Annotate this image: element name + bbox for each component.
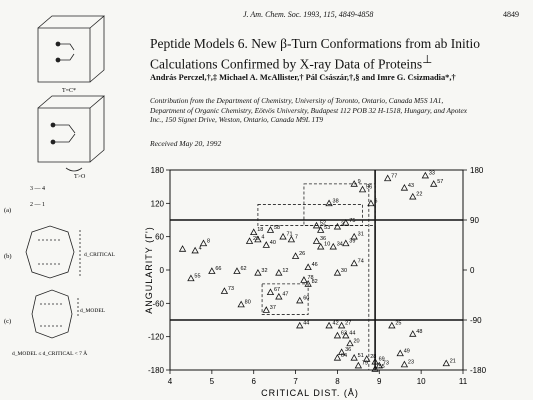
data-point-label: 44 bbox=[349, 330, 356, 337]
data-point bbox=[343, 240, 349, 245]
data-point-label: 46 bbox=[311, 262, 318, 269]
data-point-label: 10 bbox=[324, 241, 331, 248]
data-point-label: 22 bbox=[416, 191, 423, 198]
x-tick-label: 11 bbox=[458, 377, 468, 386]
turn-label-bottom: T>O bbox=[74, 174, 86, 180]
paper-title bbox=[150, 36, 490, 73]
y-tick-label: -120 bbox=[147, 332, 164, 342]
data-point-label: 38 bbox=[332, 198, 339, 205]
data-point bbox=[238, 301, 244, 306]
data-point-label: 23 bbox=[407, 359, 415, 366]
data-point-label: 82 bbox=[311, 278, 318, 285]
data-point bbox=[330, 244, 336, 249]
data-point bbox=[276, 294, 282, 299]
data-point-label: 42 bbox=[332, 320, 339, 327]
data-point-label: 9 bbox=[357, 178, 361, 185]
data-point bbox=[267, 289, 273, 294]
y-axis-label: ANGULARITY (Γ') bbox=[144, 226, 154, 314]
data-point bbox=[192, 248, 198, 253]
data-point bbox=[355, 363, 361, 368]
data-point bbox=[200, 240, 206, 245]
y-tick-label: -60 bbox=[152, 299, 164, 309]
data-point-label: 55 bbox=[378, 363, 385, 370]
data-point-label: 18 bbox=[257, 227, 264, 234]
data-point-label: 43 bbox=[407, 182, 415, 189]
data-point-label: 31 bbox=[357, 231, 364, 238]
data-point-label: 73 bbox=[227, 286, 235, 293]
y2-tick-label: 180 bbox=[470, 166, 484, 175]
data-point bbox=[293, 253, 299, 258]
data-point-label: 79 bbox=[361, 360, 368, 367]
data-point-label: 8 bbox=[206, 238, 211, 245]
x-tick-label: 5 bbox=[209, 377, 215, 386]
data-point-label: 53 bbox=[324, 225, 331, 231]
critical-label: d_CRITICAL bbox=[84, 252, 115, 258]
data-point bbox=[297, 298, 303, 303]
received-date: Received May 20, 1992 bbox=[150, 139, 222, 148]
data-point bbox=[263, 307, 269, 312]
data-point-label: 40 bbox=[269, 240, 276, 246]
y2-tick-label: -180 bbox=[470, 366, 487, 375]
x-tick-label: 8 bbox=[335, 377, 340, 386]
data-point-label: 63 bbox=[340, 330, 348, 337]
data-point bbox=[351, 260, 357, 265]
y-tick-label: 60 bbox=[155, 232, 164, 242]
y2-tick-label: 0 bbox=[470, 266, 475, 275]
data-point-label: 32 bbox=[261, 267, 268, 274]
data-point-label: 33 bbox=[428, 170, 435, 177]
data-point bbox=[443, 360, 449, 365]
paper-affiliation: Contribution from the Department of Chemistry, University of Toronto, Ontario, Canada M5S 1A1, Department of Organic Chemistry, Eötvös University, Budapest 112 POB 32 H-1518, Hungary, and Apotex Inc., 150 Signet Drive, Weston, Ontario, Canada M9L 1T9 bbox=[150, 96, 468, 125]
data-point bbox=[255, 270, 261, 275]
data-point bbox=[397, 350, 403, 355]
data-point-label: 64 bbox=[340, 352, 348, 359]
schematic-figures bbox=[0, 0, 150, 400]
data-point bbox=[385, 175, 391, 180]
x-tick-label: 6 bbox=[251, 377, 256, 386]
data-point-label: 25 bbox=[395, 320, 402, 327]
data-point bbox=[276, 270, 282, 275]
data-point-label: 29 bbox=[253, 236, 260, 243]
data-point-label: 12 bbox=[282, 267, 289, 274]
data-point-label: 56 bbox=[366, 184, 373, 191]
distance-constraint: d_MODEL ≤ d_CRITICAL < 7 Å bbox=[12, 351, 88, 357]
y2-tick-label: 90 bbox=[470, 216, 479, 225]
data-point-label: 28 bbox=[370, 353, 377, 360]
data-point-label: 21 bbox=[449, 358, 456, 365]
data-point-label: 4 bbox=[261, 234, 265, 241]
data-point-label: 80 bbox=[244, 299, 251, 306]
turn-label-top: T=C* bbox=[62, 88, 77, 94]
data-point bbox=[263, 242, 269, 247]
panel-c-label: (c) bbox=[4, 318, 12, 325]
data-point-label: 58 bbox=[273, 225, 281, 231]
title-footnote-mark: ⊥ bbox=[422, 54, 433, 66]
panel-b-label: (b) bbox=[4, 253, 12, 260]
data-point-label: 78 bbox=[307, 275, 314, 281]
page-number: 4849 bbox=[503, 10, 519, 19]
turn-box-top bbox=[38, 16, 104, 82]
data-point-label: 51 bbox=[357, 352, 364, 359]
data-point-label: 67 bbox=[273, 287, 281, 294]
data-point-label: 71 bbox=[286, 231, 293, 238]
data-point bbox=[351, 355, 357, 360]
y-tick-label: 180 bbox=[150, 166, 164, 175]
data-point-label: 27 bbox=[345, 320, 352, 327]
data-point bbox=[347, 340, 353, 345]
x-tick-label: 9 bbox=[377, 377, 382, 386]
data-point-label: 75 bbox=[349, 217, 356, 224]
paper-title-text: Peptide Models 6. New β-Turn Conformations from ab Initio Calculations Confirmed by X-ray Data of Proteins bbox=[150, 36, 480, 72]
y-tick-label: 120 bbox=[150, 199, 164, 209]
x-tick-label: 4 bbox=[167, 377, 173, 386]
data-point bbox=[188, 275, 194, 280]
data-point bbox=[334, 333, 340, 338]
data-point bbox=[221, 288, 227, 293]
data-point-label: 73 bbox=[382, 360, 389, 367]
data-point-label: 60 bbox=[303, 295, 310, 302]
data-point-label: 48 bbox=[416, 328, 423, 335]
x-tick-label: 7 bbox=[293, 377, 298, 386]
data-point bbox=[334, 224, 340, 229]
seq-top: 3 — 4 bbox=[30, 186, 45, 192]
data-point bbox=[326, 323, 332, 328]
data-point bbox=[401, 361, 407, 366]
y-tick-label: -180 bbox=[147, 366, 164, 375]
data-point bbox=[251, 229, 257, 234]
data-point-label: 69 bbox=[378, 356, 385, 363]
data-point-label: 37 bbox=[269, 305, 276, 311]
data-point-label: 6 bbox=[374, 198, 378, 205]
model-label: d_MODEL bbox=[80, 308, 106, 314]
data-point-label: 62 bbox=[240, 266, 247, 273]
data-point-label: 77 bbox=[391, 173, 398, 180]
data-point bbox=[301, 277, 307, 282]
x-axis-label: CRITICAL DIST. (Å) bbox=[261, 388, 359, 398]
scatter-chart bbox=[140, 158, 533, 400]
turn-box-bottom bbox=[38, 96, 104, 171]
data-point-label: 30 bbox=[340, 267, 348, 274]
panel-a-label: (a) bbox=[4, 207, 12, 214]
data-point bbox=[297, 323, 303, 328]
x-tick-label: 10 bbox=[416, 377, 426, 386]
data-point-label: 34 bbox=[336, 241, 343, 248]
paper-authors: András Perczel,†,‡ Michael A. McAllister,† Pál Császár,†,§ and Imre G. Csizmadia*,† bbox=[150, 73, 456, 82]
data-point-label: 20 bbox=[353, 338, 360, 345]
data-point bbox=[410, 331, 416, 336]
ring-structure-b bbox=[26, 226, 80, 278]
data-point bbox=[326, 200, 332, 205]
data-point bbox=[422, 173, 428, 178]
journal-header: J. Am. Chem. Soc. 1993, 115, 4849-4858 bbox=[243, 10, 374, 19]
data-point-label: 44 bbox=[303, 320, 310, 327]
data-point bbox=[334, 270, 340, 275]
ring-structure-c bbox=[32, 290, 78, 338]
data-point bbox=[334, 355, 340, 360]
data-point-label: 26 bbox=[299, 251, 306, 258]
plot-frame bbox=[170, 170, 463, 370]
data-point bbox=[318, 244, 324, 249]
data-point bbox=[401, 185, 407, 190]
data-point-label: 57 bbox=[437, 178, 444, 185]
data-point-label: 74 bbox=[357, 258, 364, 265]
data-point-label: 55 bbox=[194, 273, 201, 280]
y-tick-label: 0 bbox=[159, 266, 164, 275]
data-point-label: 4 bbox=[198, 245, 202, 252]
data-point bbox=[305, 264, 311, 269]
data-point bbox=[234, 268, 240, 273]
data-point bbox=[410, 194, 416, 199]
data-point-label: 36 bbox=[345, 347, 352, 354]
data-point bbox=[360, 186, 366, 191]
data-point-label: 47 bbox=[282, 291, 289, 298]
data-point-label: 7 bbox=[294, 234, 298, 241]
data-point-label: 66 bbox=[215, 266, 222, 273]
data-point-label: 2 bbox=[340, 221, 344, 228]
data-point bbox=[314, 238, 320, 243]
data-point bbox=[180, 246, 186, 251]
y2-tick-label: -90 bbox=[470, 316, 482, 325]
data-point bbox=[389, 323, 395, 328]
data-point-label: 49 bbox=[403, 348, 410, 355]
data-point bbox=[209, 268, 215, 273]
data-point bbox=[339, 323, 345, 328]
data-point-label: 36 bbox=[320, 236, 327, 243]
data-point bbox=[431, 181, 437, 186]
data-point bbox=[247, 238, 253, 243]
data-point-label: 52 bbox=[320, 220, 327, 227]
data-point bbox=[280, 234, 286, 239]
seq-bottom: 2 — 1 bbox=[30, 202, 45, 208]
data-point bbox=[267, 227, 273, 232]
data-point-label: 39 bbox=[349, 238, 356, 245]
